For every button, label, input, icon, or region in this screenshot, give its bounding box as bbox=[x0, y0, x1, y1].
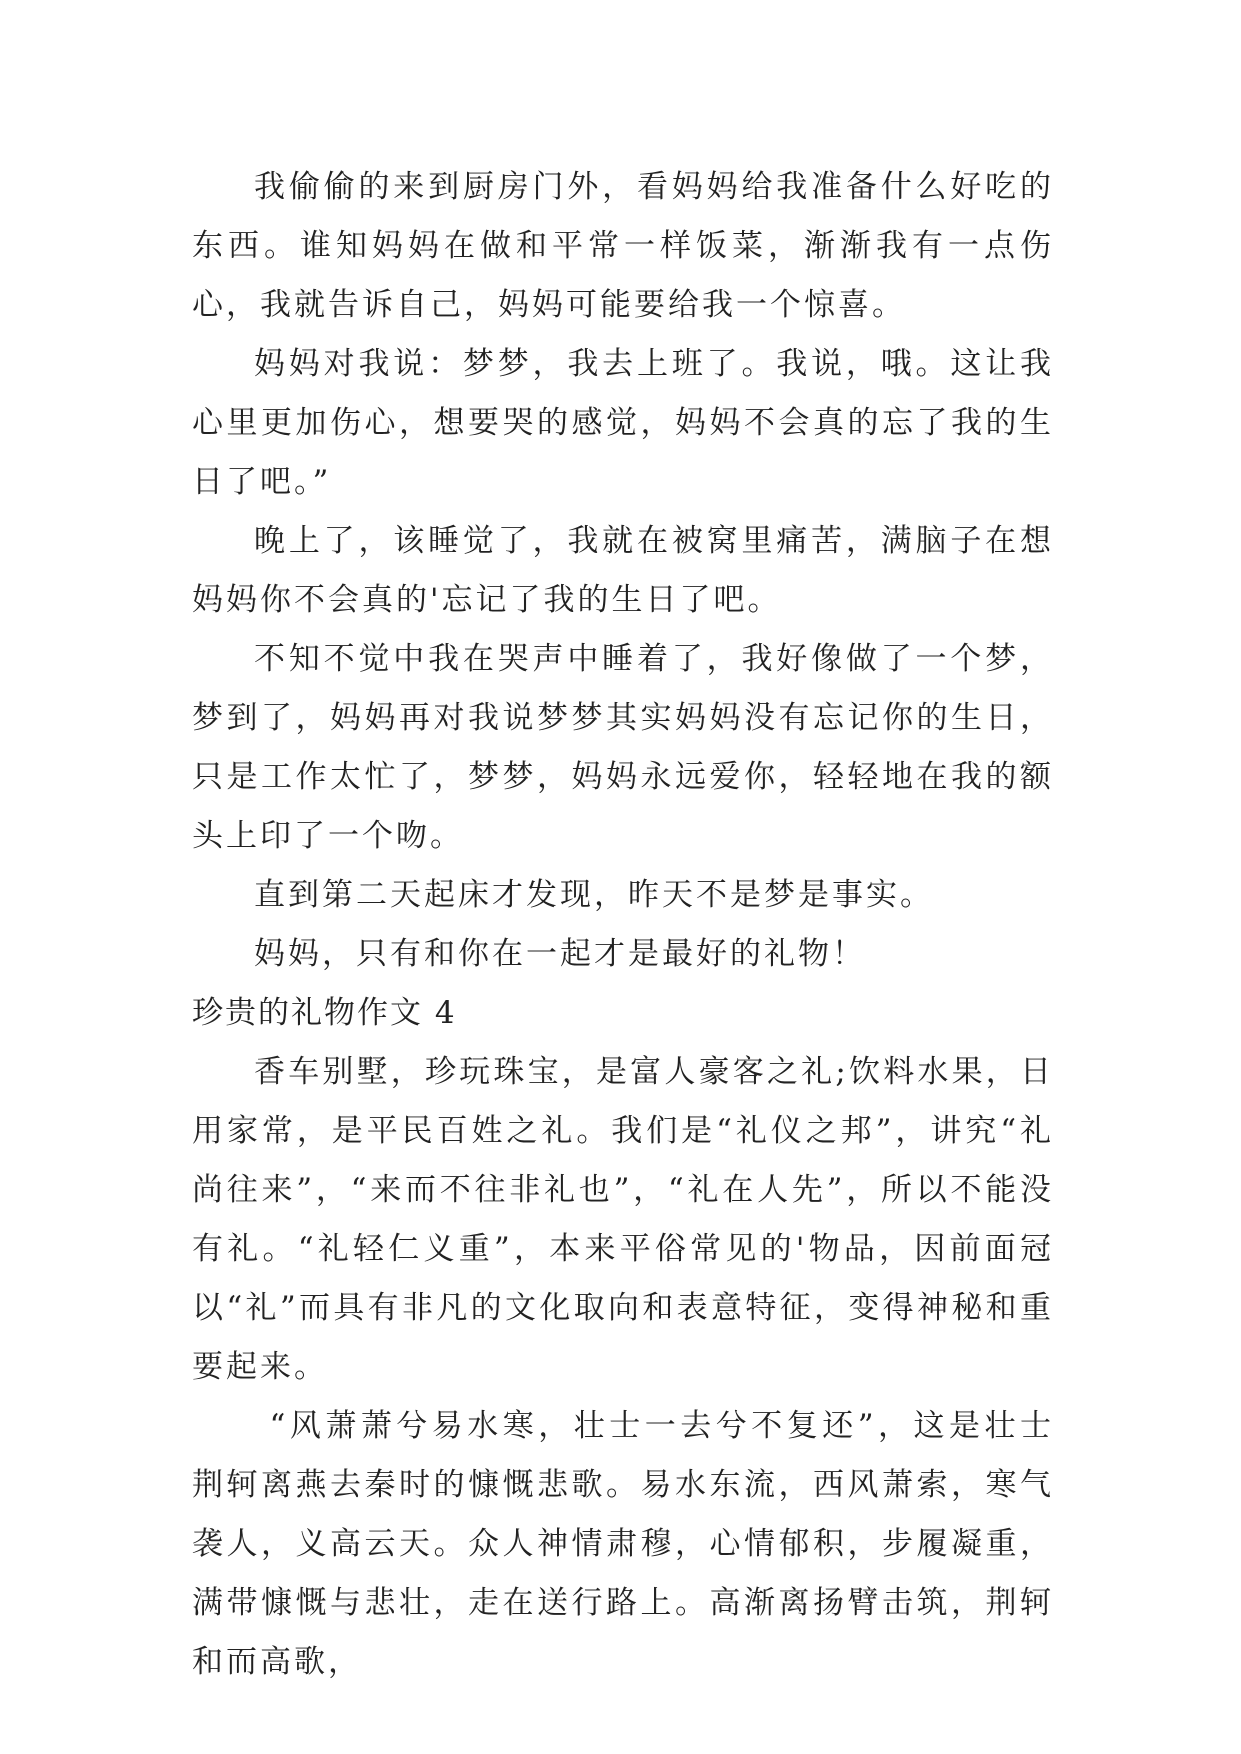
paragraph: 香车别墅，珍玩珠宝，是富人豪客之礼;饮料水果，日用家常，是平民百姓之礼。我们是“礼仪之邦”，讲究“礼尚往来”，“来而不往非礼也”，“礼在人先”，所以不能没有礼。“礼轻仁义重”，本来平俗常见的'物品，因前面冠以“礼”而具有非凡的文化取向和表意特征，变得神秘和重要起来。 bbox=[192, 1054, 1054, 1385]
paragraph: 晚上了，该睡觉了，我就在被窝里痛苦，满脑子在想妈妈你不会真的'忘记了我的生日了吧。 bbox=[192, 523, 1054, 618]
paragraph: 妈妈对我说：梦梦，我去上班了。我说，哦。这让我心里更加伤心，想要哭的感觉，妈妈不会真的忘了我的生日了吧。” bbox=[192, 346, 1054, 500]
paragraph: 直到第二天起床才发现，昨天不是梦是事实。 bbox=[254, 877, 934, 913]
paragraph: 不知不觉中我在哭声中睡着了，我好像做了一个梦，梦到了，妈妈再对我说梦梦其实妈妈没有忘记你的生日，只是工作太忙了，梦梦，妈妈永远爱你，轻轻地在我的额头上印了一个吻。 bbox=[192, 641, 1054, 854]
paragraph: “风萧萧兮易水寒，壮士一去兮不复还”，这是壮士荆轲离燕去秦时的慷慨悲歌。易水东流，西风萧索，寒气袭人，义高云天。众人神情肃穆，心情郁积，步履凝重，满带慷慨与悲壮，走在送行路上。高渐离扬臂击筑，荆轲和而高歌， bbox=[192, 1408, 1054, 1680]
section-heading: 珍贵的礼物作文 4 bbox=[192, 995, 457, 1031]
paragraph: 妈妈，只有和你在一起才是最好的礼物！ bbox=[254, 936, 866, 972]
paragraph: 我偷偷的来到厨房门外，看妈妈给我准备什么好吃的东西。谁知妈妈在做和平常一样饭菜，渐渐我有一点伤心，我就告诉自己，妈妈可能要给我一个惊喜。 bbox=[192, 169, 1054, 323]
document-body bbox=[192, 158, 1054, 1692]
